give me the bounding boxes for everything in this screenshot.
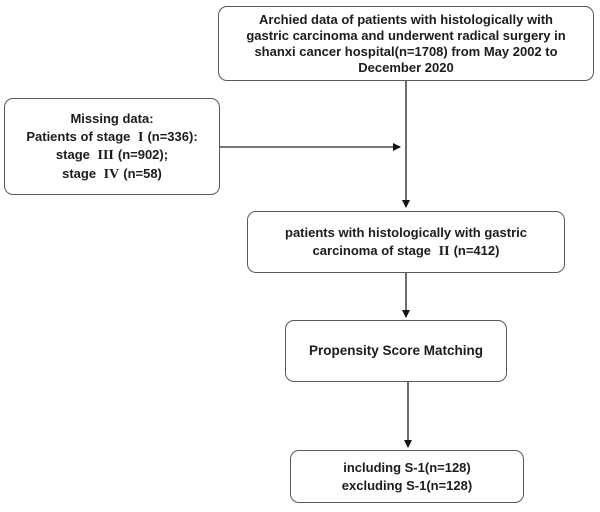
missing-stage4-pre: stage xyxy=(62,165,100,181)
roman-numeral-one: I xyxy=(137,129,144,145)
archive-text-line: Archied data of patients with histologically with xyxy=(259,11,553,27)
missing-stage3-pre: stage xyxy=(55,147,94,162)
missing-stage3-count: (n=902); xyxy=(117,147,169,162)
result-excluding-line: excluding S-1(n=128) xyxy=(341,477,473,493)
missing-stage3-line xyxy=(56,146,168,165)
missing-stage4-line xyxy=(62,165,162,184)
stage2-count: (n=412) xyxy=(453,242,500,258)
missing-stage1-count: (n=336): xyxy=(147,128,198,144)
roman-numeral-three: III xyxy=(97,148,114,163)
box-stage2-patients xyxy=(247,211,565,273)
psm-label: Propensity Score Matching xyxy=(308,342,484,358)
roman-numeral-two: II xyxy=(438,243,450,259)
box-archived-data xyxy=(218,6,594,81)
archive-text-line: shanxi cancer hospital(n=1708) from May 2002 to xyxy=(254,43,558,59)
archive-text-line: gastric carcinoma and underwent radical surgery in xyxy=(246,27,566,43)
missing-data-title: Missing data: xyxy=(70,111,154,126)
result-including-line: including S-1(n=128) xyxy=(343,459,471,475)
box-missing-data xyxy=(4,98,220,195)
box-result-groups xyxy=(290,450,524,503)
box-propensity-score-matching xyxy=(285,320,507,382)
missing-stage4-count: (n=58) xyxy=(123,165,162,181)
stage2-text-line: patients with histologically with gastric xyxy=(285,224,527,240)
archive-text-line: December 2020 xyxy=(358,59,454,75)
missing-stage1-line xyxy=(26,128,197,147)
stage2-pre: carcinoma of stage xyxy=(312,242,435,258)
stage2-count-line xyxy=(313,242,500,261)
missing-stage1-pre: Patients of stage xyxy=(26,128,134,144)
roman-numeral-four: IV xyxy=(103,166,120,182)
